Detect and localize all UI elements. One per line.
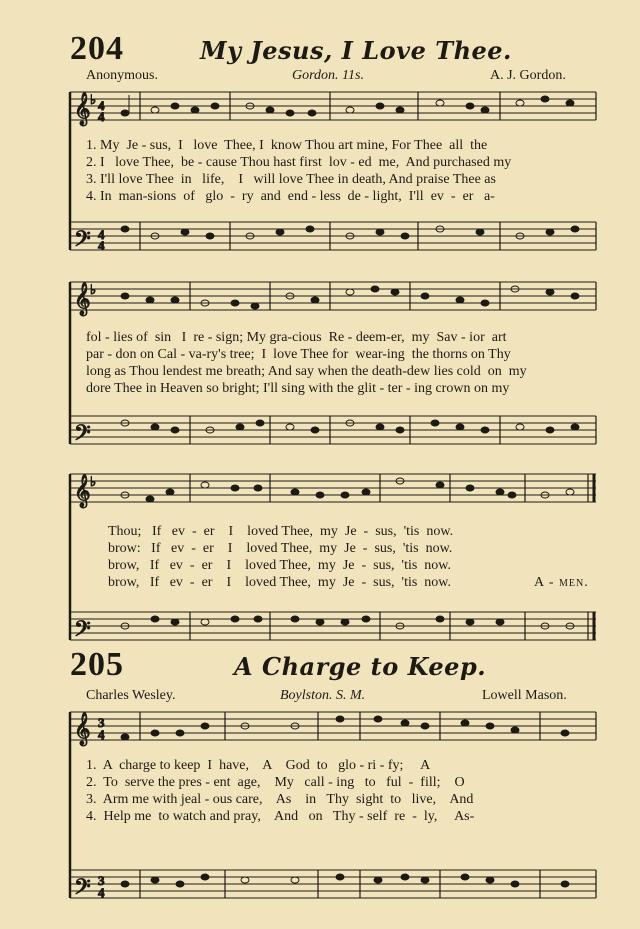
lyric-verse-2: brow: If ev - er I loved Thee, my Je - sus, 'tis now. bbox=[108, 541, 453, 556]
tune-name: Boylston. S. M. bbox=[280, 688, 366, 703]
svg-text:4: 4 bbox=[98, 238, 105, 253]
svg-text:𝄞: 𝄞 bbox=[74, 714, 91, 745]
svg-text:♭: ♭ bbox=[90, 282, 97, 297]
barlines-2 bbox=[70, 282, 596, 444]
svg-text:3: 3 bbox=[98, 873, 105, 888]
svg-text:4: 4 bbox=[98, 227, 105, 242]
lyric-verse-3: long as Thou lendest me breath; And say when the death-dew lies cold on my bbox=[86, 364, 527, 379]
lyric-verse-3: 3. Arm me with jeal - ous care, As in Thy sight to live, And bbox=[86, 792, 474, 807]
svg-text:𝄢: 𝄢 bbox=[74, 617, 91, 646]
bass-staff-2 bbox=[70, 416, 596, 444]
lyric-verse-1: Thou; If ev - er I loved Thee, my Je - sus, 'tis now. bbox=[108, 524, 454, 539]
bass-staff-1 bbox=[70, 222, 596, 250]
svg-text:4: 4 bbox=[98, 885, 105, 900]
svg-text:♭: ♭ bbox=[90, 474, 97, 489]
barlines-1 bbox=[70, 92, 596, 250]
svg-text:𝄢: 𝄢 bbox=[74, 875, 91, 904]
lyric-verse-4: dore Thee in Heaven so bright; I'll sing with the glit - ter - ing crown on my bbox=[86, 381, 510, 396]
bass-clef-icon: 𝄢 bbox=[74, 227, 91, 256]
svg-text:𝄞: 𝄞 bbox=[74, 476, 91, 507]
lyric-verse-2: par - don on Cal - va-ry's tree; I love Thee for wear-ing the thorns on Thy bbox=[86, 347, 511, 362]
svg-text:𝄢: 𝄢 bbox=[74, 421, 91, 450]
tune-name: Gordon. 11s. bbox=[292, 68, 364, 83]
svg-text:3: 3 bbox=[98, 715, 105, 730]
svg-text:4: 4 bbox=[98, 727, 105, 742]
svg-text:4: 4 bbox=[98, 109, 105, 124]
treble-staff-205 bbox=[70, 712, 596, 740]
lyric-verse-4: 4. In man-sions of glo - ry and end - less de - light, I'll ev - er a- bbox=[86, 189, 495, 204]
lyric-verse-3: brow, If ev - er I loved Thee, my Je - sus, 'tis now. bbox=[108, 558, 451, 573]
time-signature: 4 bbox=[98, 98, 105, 113]
music-credit: A. J. Gordon. bbox=[490, 68, 566, 83]
lyric-verse-1: 1. A charge to keep I have, A God to glo - ri - fy; A bbox=[86, 758, 431, 773]
lyric-verse-2: 2. I love Thee, be - cause Thou hast first lov - ed me, And purchased my bbox=[86, 155, 512, 170]
lyric-verse-1: 1. My Je - sus, I love Thee, I know Thou art mine, For Thee all the bbox=[86, 138, 488, 153]
bass-staff-3 bbox=[70, 612, 596, 640]
lyric-verse-4: 4. Help me to watch and pray, And on Thy - self re - ly, As- bbox=[86, 809, 475, 824]
music-credit: Lowell Mason. bbox=[482, 688, 567, 703]
hymn-number: 204 bbox=[70, 30, 124, 67]
lyric-verse-1: fol - lies of sin I re - sign; My gra-cious Re - deem-er, my Sav - ior art bbox=[86, 330, 507, 345]
words-credit: Charles Wesley. bbox=[86, 688, 176, 703]
hymn-title: A Charge to Keep. bbox=[234, 652, 487, 681]
treble-clef-icon: 𝄞 bbox=[74, 94, 91, 125]
svg-text:♭: ♭ bbox=[90, 92, 97, 107]
lyric-verse-4: brow, If ev - er I loved Thee, my Je - sus, 'tis now. bbox=[108, 575, 451, 590]
amen-label: A - men. bbox=[534, 575, 589, 590]
hymn-number: 205 bbox=[70, 646, 124, 683]
words-credit: Anonymous. bbox=[86, 68, 158, 83]
hymn-title: My Jesus, I Love Thee. bbox=[200, 36, 512, 65]
lyric-verse-3: 3. I'll love Thee in life, I will love Thee in death, And praise Thee as bbox=[86, 172, 496, 187]
treble-staff-1 bbox=[70, 92, 596, 120]
svg-text:𝄞: 𝄞 bbox=[74, 284, 91, 315]
lyric-verse-2: 2. To serve the pres - ent age, My call - ing to ful - fill; O bbox=[86, 775, 465, 790]
